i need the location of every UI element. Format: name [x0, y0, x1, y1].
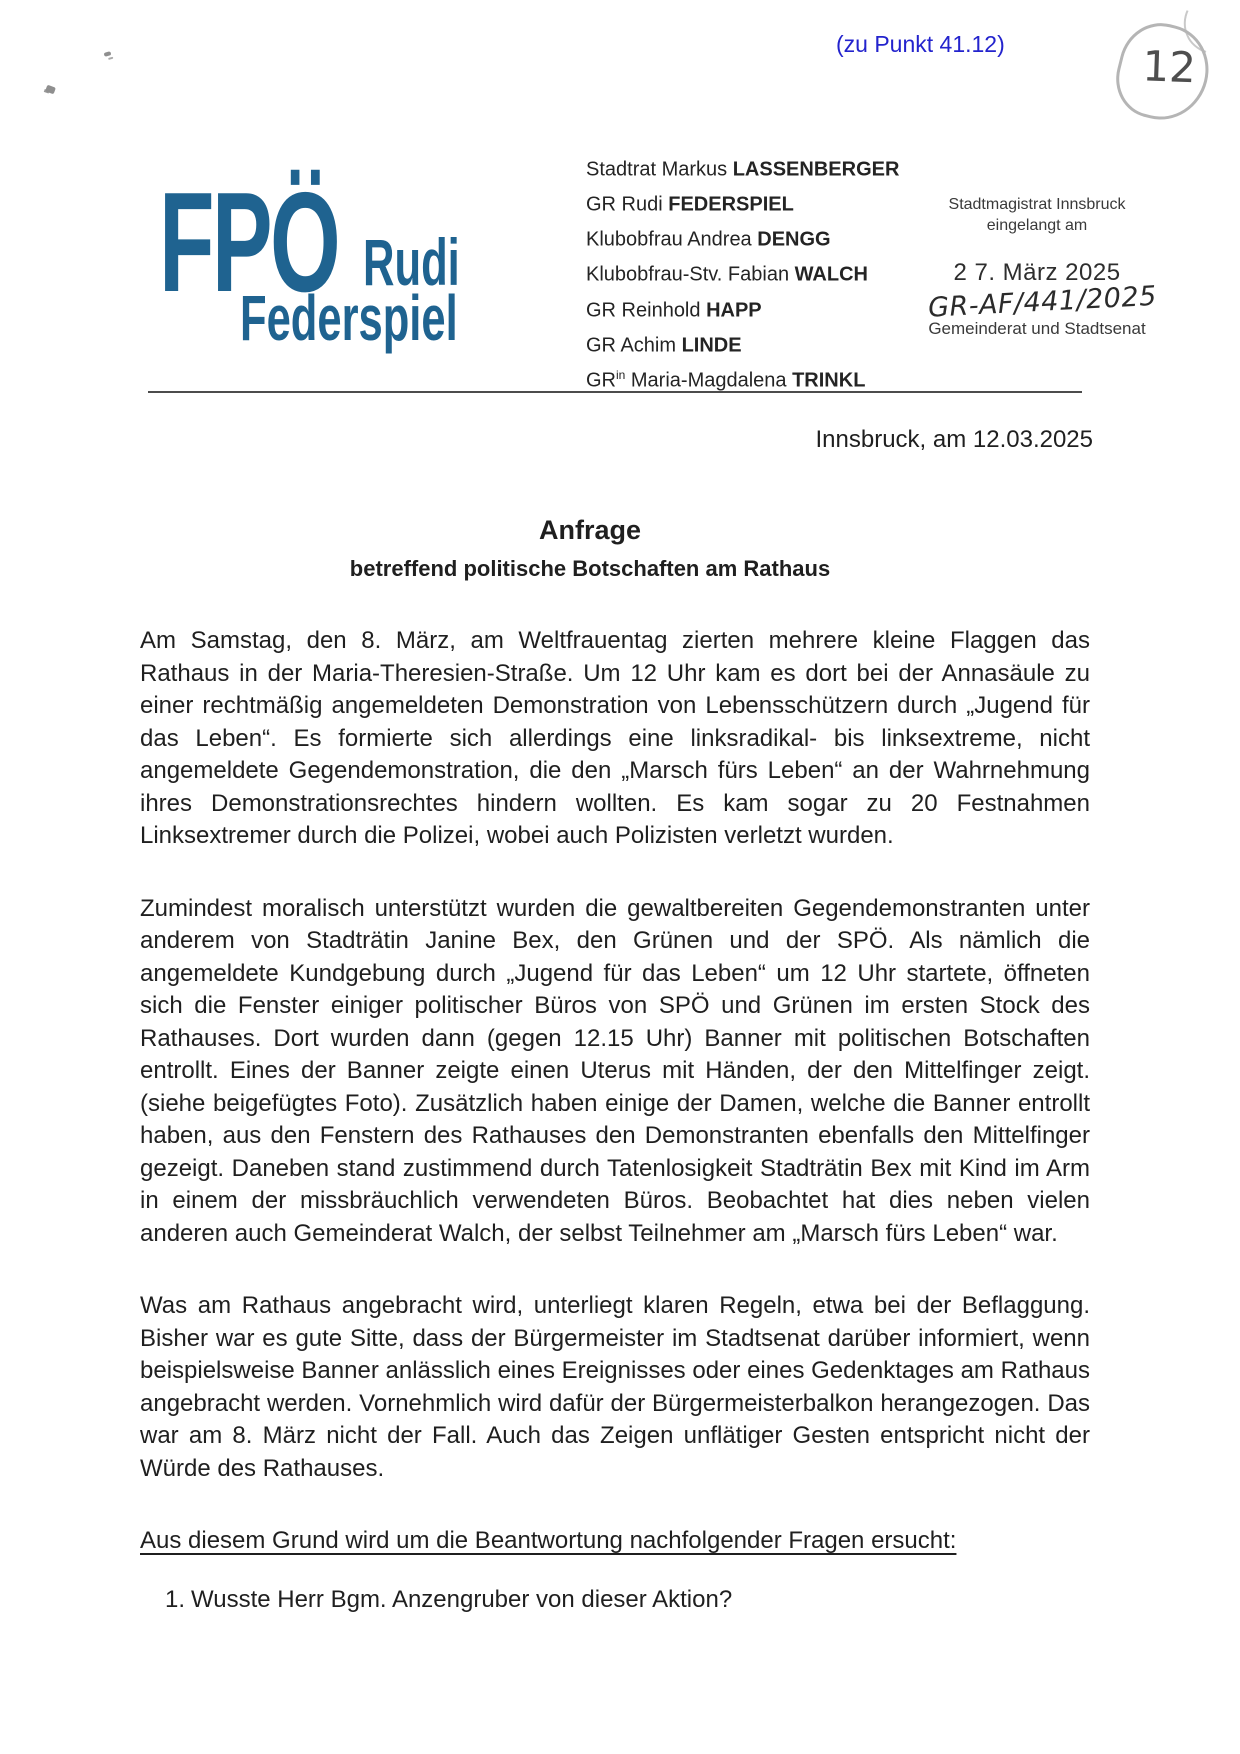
date-line: Innsbruck, am 12.03.2025	[815, 426, 1093, 453]
question-item	[140, 1584, 1090, 1617]
document-title: Anfrage	[538, 515, 641, 545]
question-text: Wusste Herr Bgm. Anzengruber von dieser Aktion?	[191, 1585, 733, 1613]
signatory	[586, 255, 899, 290]
stamp-handwritten-reference: GR-AF/441/2025	[927, 280, 1158, 324]
scan-artifact	[45, 85, 56, 95]
signatory-role-name: GR Achim	[586, 334, 682, 357]
fpo-rudi-federspiel-logo	[145, 150, 490, 355]
logo-last-name-text: Federspiel	[240, 282, 458, 354]
signatory-role-name: GR Reinhold	[586, 299, 707, 322]
signatory-mid: Maria-Magdalena	[625, 369, 793, 392]
signatory-surname: FEDERSPIEL	[668, 193, 794, 216]
signatory	[586, 185, 899, 220]
body-paragraph-1: Am Samstag, den 8. März, am Weltfrauentag zierten mehrere kleine Flaggen das Rathaus in der Maria-Theresien-Straße. Um 12 Uhr kam es dort bei der Annasäule zu einer rechtmäßig angemeldeten Demonstration von Lebensschützern durch „Jugend für das Leben“. Es formierte sich allerdings eine linksradikal- bis linksextreme, nicht angemeldete Gegendemonstration, die den „Marsch fürs Leben“ an der Wahrnehmung ihres Demonstrationsrechtes hindern wollten. Es kam sogar zu 20 Festnahmen Linksextremer durch die Polizei, wobei auch Polizisten verletzt wurden.	[140, 627, 1090, 849]
signatory-role-name: GR	[586, 369, 616, 392]
signatory-surname: LINDE	[681, 334, 742, 357]
stamp-department: Gemeinderat und Stadtsenat	[928, 319, 1146, 338]
stamp-date: 2 7. März 2025	[953, 259, 1121, 286]
body-paragraph-2: Zumindest moralisch unterstützt wurden die gewaltbereiten Gegendemonstranten unter anderem von Stadträtin Janine Bex, den Grünen und der SPÖ. Als nämlich die angemeldete Kundgebung durch „Jugend für das Leben“ um 12 Uhr startete, öffneten sich die Fenster einiger politischer Büros von SPÖ und Grünen im ersten Stock des Rathauses. Dort wurden dann (gegen 12.15 Uhr) Banner mit politischen Botschaften entrollt. Eines der Banner zeigte einen Uterus mit Händen, der den Mittelfinger zeigt. (siehe beigefügtes Foto). Zusätzlich haben einige der Damen, welche die Banner entrollt haben, aus den Fenstern des Rathauses den Demonstranten ebenfalls den Mittelfinger gezeigt. Daneben stand zustimmend durch Tatenlosigkeit Stadträtin Bex mit Kind im Arm in einem der missbräuchlich verwendeten Büros. Beobachtet hat dies neben vielen anderen auch Gemeinderat Walch, der selbst Teilnehmer am „Marsch fürs Leben“ war.	[140, 894, 1090, 1247]
signatory-surname: LASSENBERGER	[732, 158, 900, 181]
stamp-received-label: eingelangt am	[986, 217, 1088, 234]
stamp-office: Stadtmagistrat Innsbruck	[948, 196, 1126, 213]
agenda-reference-note: (zu Punkt 41.12)	[836, 31, 1005, 57]
signatory-role-name: GR Rudi	[586, 193, 669, 216]
handwritten-page-number: 12	[1141, 41, 1197, 93]
body-paragraph-3: Was am Rathaus angebracht wird, unterliegt klaren Regeln, etwa bei der Beflaggung. Bisher war es gute Sitte, dass der Bürgermeister im Stadtsenat darüber informiert, wenn beispielsweise Banner anlässlich eines Ereignisses oder eines Gedenktages am Rathaus angebracht werden. Vornehmlich wird dafür der Bürgermeisterbalkon herangezogen. Das war am 8. März nicht der Fall. Auch das Zeigen unflätiger Gesten entspricht nicht der Würde des Rathauses.	[140, 1292, 1090, 1482]
receipt-stamp	[927, 196, 1158, 339]
question-number: 1.	[165, 1585, 186, 1613]
signatory-surname: HAPP	[706, 299, 762, 322]
signatory-role-name: Stadtrat Markus	[586, 158, 733, 181]
signatory	[586, 326, 899, 361]
signatory-superscript: in	[616, 367, 626, 382]
signatory-surname: TRINKL	[792, 369, 866, 392]
signatory	[586, 291, 899, 326]
signatory-surname: DENGG	[757, 228, 831, 251]
scan-artifact	[104, 51, 112, 57]
signatory-list	[586, 150, 899, 396]
signatory	[586, 150, 899, 185]
signatory-surname: WALCH	[794, 264, 868, 287]
letter-body	[140, 515, 1090, 1616]
document-subtitle: betreffend politische Botschaften am Rathaus	[349, 556, 831, 581]
logo-first-name-text: Rudi	[363, 225, 460, 299]
request-line: Aus diesem Grund wird um die Beantwortung nachfolgender Fragen ersucht:	[140, 1527, 957, 1554]
signatory	[586, 220, 899, 255]
signatory-role-name: Klubobfrau Andrea	[586, 228, 758, 251]
signatory-role-name: Klubobfrau-Stv. Fabian	[586, 264, 795, 287]
header-divider	[148, 391, 1082, 393]
logo-party-text: FPÖ	[159, 163, 339, 322]
